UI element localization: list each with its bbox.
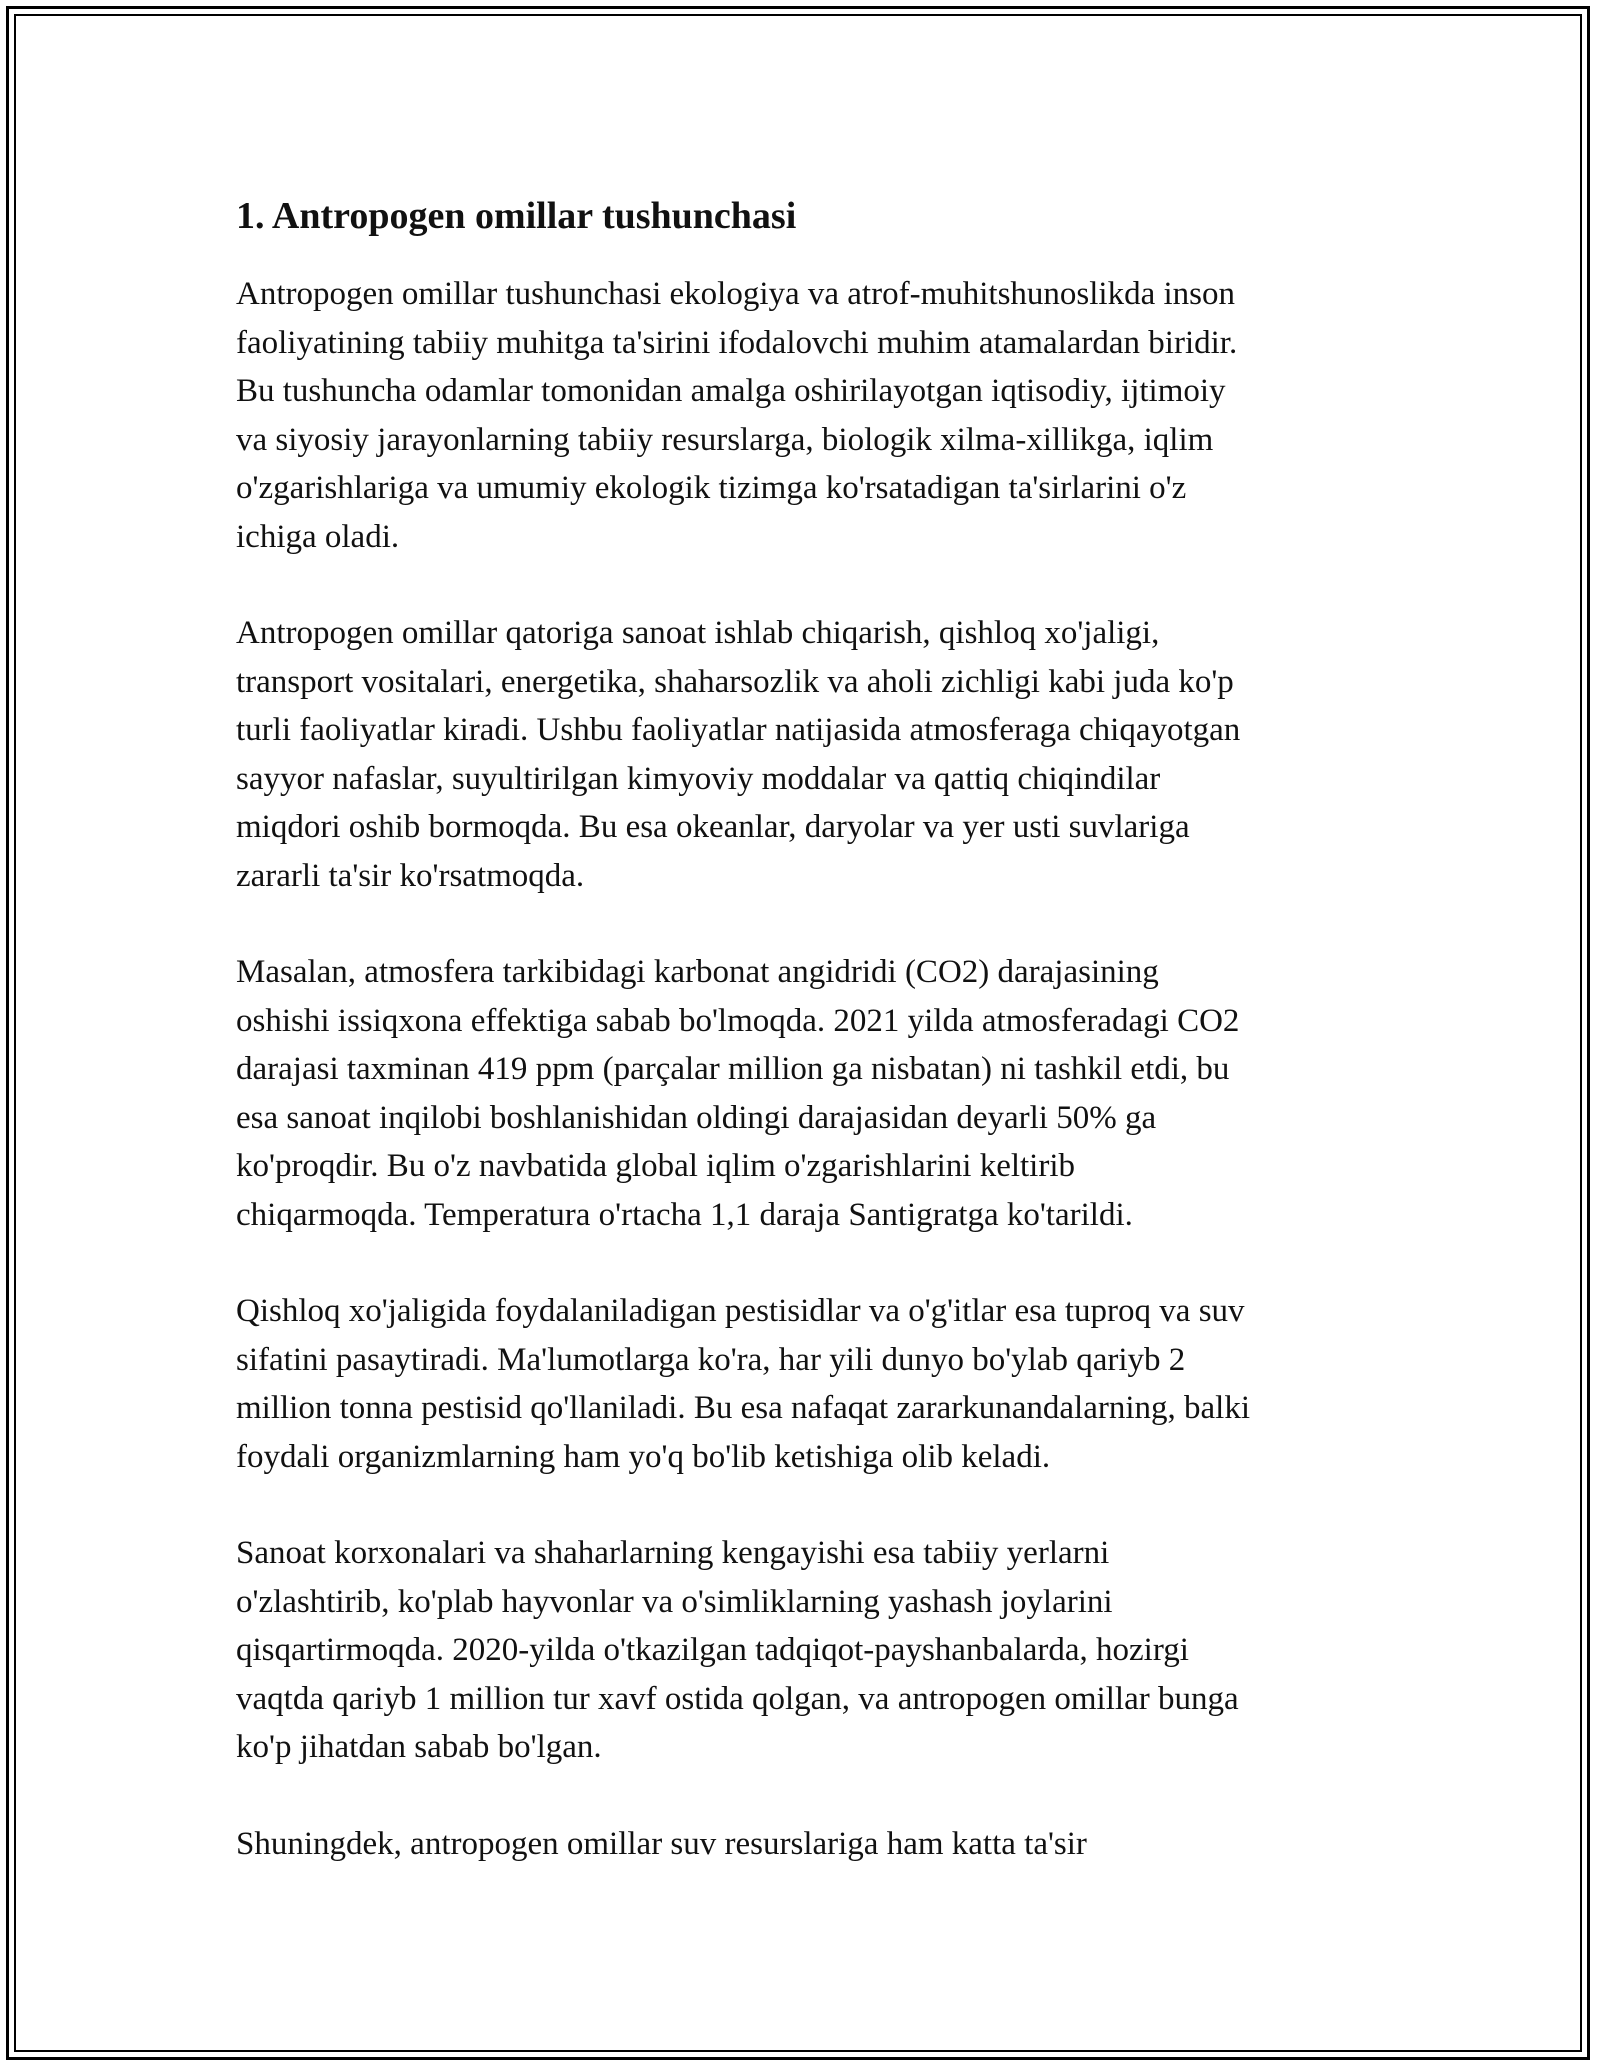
text-line: qisqartirmoqda. 2020-yilda o'tkazilgan tadqiqot-payshanbalarda, hozirgi: [236, 1632, 1189, 1668]
text-line: ichiga oladi.: [236, 518, 400, 555]
text-line: Sanoat korxonalari va shaharlarning kengayishi esa tabiiy yerlarni: [236, 1535, 1110, 1571]
text-line: vaqtda qariyb 1 million tur xavf ostida qolgan, va antropogen omillar bunga: [236, 1680, 1239, 1717]
text-line: turli faoliyatlar kiradi. Ushbu faoliyatlar natijasida atmosferaga chiqayotgan: [236, 712, 1241, 748]
paragraph-5: [236, 1529, 1366, 1772]
text-line: darajasi taxminan 419 ppm (parçalar million ga nisbatan) ni tashkil etdi, bu: [236, 1051, 1230, 1087]
text-line: ko'proqdir. Bu o'z navbatida global iqlim o'zgarishlarini keltirib: [236, 1148, 1076, 1184]
text-line: oshishi issiqxona effektiga sabab bo'lmoqda. 2021 yilda atmosferadagi CO2: [236, 1002, 1240, 1039]
text-line: sayyor nafaslar, suyultirilgan kimyoviy moddalar va qattiq chiqindilar: [236, 760, 1161, 797]
paragraph-4: [236, 1287, 1366, 1481]
text-line: Antropogen omillar qatoriga sanoat ishlab chiqarish, qishloq xo'jaligi,: [236, 615, 1160, 651]
document-body: [236, 188, 1366, 1916]
text-line: chiqarmoqda. Temperatura o'rtacha 1,1 daraja Santigratga ko'tarildi.: [236, 1196, 1133, 1233]
paragraph-6: [236, 1820, 1366, 1869]
text-line: foydali organizmlarning ham yo'q bo'lib ketishiga olib keladi.: [236, 1438, 1051, 1475]
text-line: Qishloq xo'jaligida foydalaniladigan pestisidlar va o'g'itlar esa tuproq va suv: [236, 1293, 1245, 1329]
text-line: Shuningdek, antropogen omillar suv resurslariga ham katta ta'sir: [236, 1825, 1087, 1862]
text-line: va siyosiy jarayonlarning tabiiy resurslarga, biologik xilma-xillikga, iqlim: [236, 421, 1214, 458]
paragraph-1: [236, 270, 1366, 561]
text-line: Masalan, atmosfera tarkibidagi karbonat angidridi (CO2) darajasining: [236, 954, 1159, 990]
text-line: o'zlashtirib, ko'plab hayvonlar va o'simliklarning yashash joylarini: [236, 1583, 1113, 1620]
text-line: Antropogen omillar tushunchasi ekologiya va atrof-muhitshunoslikda inson: [236, 276, 1236, 312]
text-line: Bu tushuncha odamlar tomonidan amalga oshirilayotgan iqtisodiy, ijtimoiy: [236, 373, 1226, 409]
text-line: transport vositalari, energetika, shaharsozlik va aholi zichligi kabi juda ko'p: [236, 663, 1234, 700]
text-line: o'zgarishlariga va umumiy ekologik tizimga ko'rsatadigan ta'sirlarini o'z: [236, 470, 1187, 506]
text-line: million tonna pestisid qo'llaniladi. Bu esa nafaqat zararkunandalarning, balki: [236, 1390, 1250, 1426]
paragraph-3: [236, 948, 1366, 1239]
text-line: sifatini pasaytiradi. Ma'lumotlarga ko'ra, har yili dunyo bo'ylab qariyb 2: [236, 1341, 1186, 1378]
text-line: ko'p jihatdan sabab bo'lgan.: [236, 1729, 602, 1765]
text-line: esa sanoat inqilobi boshlanishidan oldingi darajasidan deyarli 50% ga: [236, 1099, 1157, 1136]
text-line: faoliyatining tabiiy muhitga ta'sirini ifodalovchi muhim atamalardan biridir.: [236, 324, 1238, 361]
text-line: zararli ta'sir ko'rsatmoqda.: [236, 857, 585, 894]
section-heading: 1. Antropogen omillar tushunchasi: [236, 195, 797, 237]
paragraph-2: [236, 609, 1366, 900]
text-line: miqdori oshib bormoqda. Bu esa okeanlar, daryolar va yer usti suvlariga: [236, 809, 1190, 845]
